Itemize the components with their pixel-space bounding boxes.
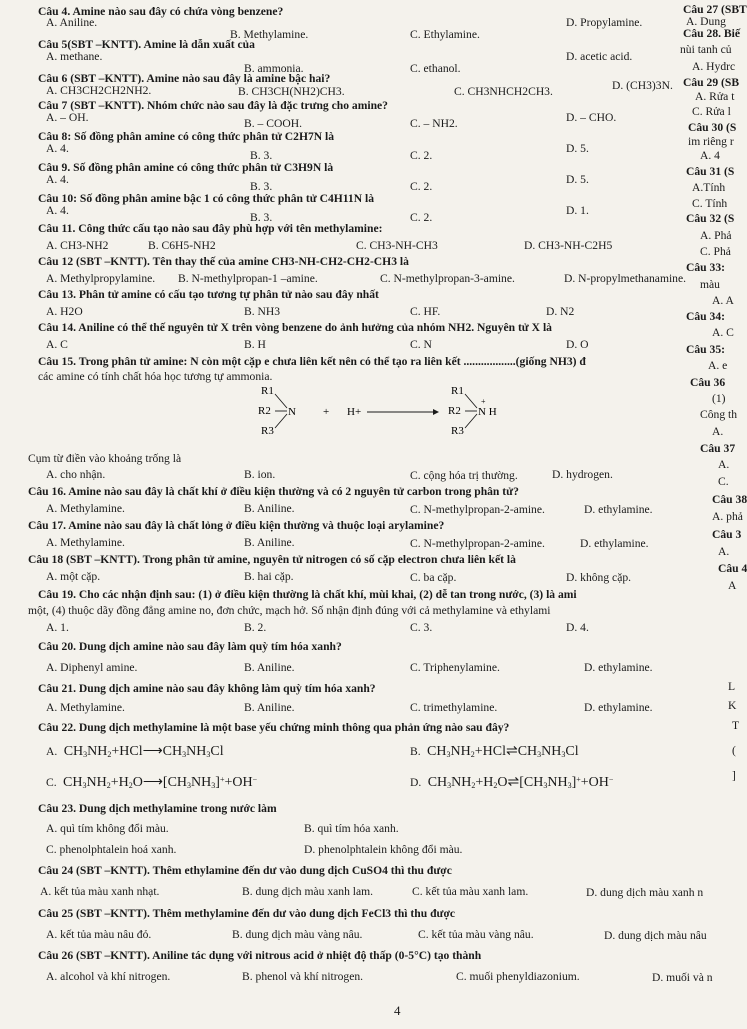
q21-option-a: A. Methylamine.	[46, 701, 125, 714]
rc-29: A.	[718, 458, 730, 471]
q4-option-a: A. Aniline.	[46, 16, 98, 29]
q15-option-a: A. cho nhận.	[46, 468, 106, 481]
q26-option-d: D. muối và n	[652, 971, 713, 984]
q17-option-b: B. Aniline.	[244, 536, 295, 549]
q18-stem: Câu 18 (SBT –KNTT). Trong phân tử amine, nguyên tử nitrogen có số cặp electron chưa liên kết là	[28, 553, 516, 566]
rc-27: A.	[712, 425, 724, 438]
equation-a: $CH_3NH_2+HCl⟶CH_3NH_3Cl$	[60, 744, 224, 759]
q12-option-a: A. Methylpropylamine.	[46, 272, 156, 285]
q16-option-c: C. N-methylpropan-2-amine.	[410, 503, 545, 516]
q25-option-a: A. kết tủa màu nâu đỏ.	[46, 928, 152, 941]
q22-option-a-letter: A.	[46, 745, 58, 758]
q19-stem-2: một, (4) thuộc dãy đồng đẳng amine no, đơn chức, mạch hở. Số nhận định đúng với cả methylamine và ethylami	[28, 604, 551, 617]
q21-option-b: B. Aniline.	[244, 701, 295, 714]
q12-option-d: D. N-propylmethanamine.	[564, 272, 687, 285]
q22-option-c	[46, 776, 257, 790]
q24-stem: Câu 24 (SBT –KNTT). Thêm ethylamine đến dư vào dung dịch CuSO4 thì thu được	[38, 864, 452, 877]
q13-option-d: D. N2	[546, 305, 575, 318]
proton: H+	[347, 406, 362, 418]
q12-stem: Câu 12 (SBT –KNTT). Tên thay thế của amine CH3-NH-CH2-CH2-CH3 là	[38, 255, 409, 268]
q22-option-d	[410, 776, 613, 790]
rc-33: Câu 3	[712, 528, 742, 541]
product-charge: +	[481, 397, 486, 406]
q20-option-c: C. Triphenylamine.	[410, 661, 500, 674]
q14-option-d: D. O	[566, 338, 589, 351]
q19-stem: Câu 19. Cho các nhận định sau: (1) ở điều kiện thường là chất khí, mùi khai, (2) dễ tan trong nước, (3) là ami	[38, 588, 577, 601]
q25-option-c: C. kết tủa màu vàng nâu.	[418, 928, 534, 941]
rc-3: nùi tanh củ	[680, 43, 732, 56]
q10-option-d: D. 1.	[566, 204, 589, 217]
q21-stem: Câu 21. Dung dịch amine nào sau đây không làm quỳ tím hóa xanh?	[38, 682, 376, 695]
q23-option-c: C. phenolphtalein hoá xanh.	[46, 843, 177, 856]
rc-13: C. Tính	[692, 197, 728, 210]
rc-20: Câu 34:	[686, 310, 725, 323]
amine-protonation-diagram	[255, 382, 515, 450]
rc-16: C. Phả	[700, 245, 731, 258]
q26-stem: Câu 26 (SBT –KNTT). Aniline tác dụng với nitrous acid ở nhiệt độ thấp (0-5°C) tạo thành	[38, 949, 482, 962]
q9-option-d: D. 5.	[566, 173, 589, 186]
q16-option-d: D. ethylamine.	[584, 503, 653, 516]
q16-stem: Câu 16. Amine nào sau đây là chất khí ở điều kiện thường và có 2 nguyên tử carbon trong phân tử?	[28, 485, 519, 498]
q9-option-b: B. 3.	[250, 180, 273, 193]
q23-option-a: A. quì tím không đổi màu.	[46, 822, 169, 835]
rc-26: Công th	[700, 408, 738, 421]
rc-24: Câu 36	[690, 376, 726, 389]
q9-option-c: C. 2.	[410, 180, 433, 193]
q22-option-c-letter: C.	[46, 776, 57, 789]
q17-option-a: A. Methylamine.	[46, 536, 125, 549]
q5-stem: Câu 5(SBT –KNTT). Amine là dẫn xuất của	[38, 38, 255, 51]
rc-4: A. Hydrc	[692, 60, 736, 73]
q10-option-a: A. 4.	[46, 204, 69, 217]
rc-23: A. e	[708, 359, 728, 372]
q15-stem: Câu 15. Trong phân tử amine: N còn một cặp e chưa liên kết nên có thể tạo ra liên kết ..................(giống NH3) đ	[38, 355, 586, 368]
q22-option-b	[410, 745, 579, 759]
q18-option-c: C. ba cặp.	[410, 571, 457, 584]
q10-stem: Câu 10: Số đồng phân amine bậc 1 có công thức phân tử C4H11N là	[38, 192, 375, 205]
q4-stem: Câu 4. Amine nào sau đây có chứa vòng benzene?	[38, 5, 284, 18]
rc-39: T	[732, 719, 740, 732]
q5-option-c: C. ethanol.	[410, 62, 461, 75]
rc-38: K	[728, 699, 737, 712]
q18-option-b: B. hai cặp.	[244, 570, 294, 583]
equation-c: $CH_3NH_2+H_2O⟶[CH_3NH_3]^++OH^-$	[59, 775, 258, 790]
q7-option-d: D. – CHO.	[566, 111, 617, 124]
q26-option-a: A. alcohol và khí nitrogen.	[46, 970, 171, 983]
rc-35: Câu 4	[718, 562, 747, 575]
q15-fill-prompt: Cụm từ điền vào khoảng trống là	[28, 452, 182, 465]
q21-option-d: D. ethylamine.	[584, 701, 653, 714]
rc-6: A. Rửa t	[695, 90, 735, 103]
rc-7: C. Rửa l	[692, 105, 731, 118]
q7-option-a: A. – OH.	[46, 111, 89, 124]
q13-option-c: C. HF.	[410, 305, 441, 318]
product-r2: R2	[448, 405, 461, 417]
page-number: 4	[394, 1003, 401, 1018]
rc-2: Câu 28. Biế	[683, 27, 741, 40]
q4-option-b: B. Methylamine.	[230, 28, 309, 41]
q8-option-d: D. 5.	[566, 142, 589, 155]
reactant-r2: R2	[258, 405, 271, 417]
q23-stem: Câu 23. Dung dịch methylamine trong nước làm	[38, 802, 277, 815]
q6-option-d: D. (CH3)3N.	[612, 79, 673, 92]
q22-stem: Câu 22. Dung dịch methylamine là một base yếu chứng minh thông qua phản ứng nào sau đây?	[38, 721, 510, 734]
rc-32: A. phả	[712, 510, 743, 523]
rc-10: A. 4	[700, 149, 720, 162]
q26-option-c: C. muối phenyldiazonium.	[456, 970, 580, 983]
q8-option-b: B. 3.	[250, 149, 273, 162]
rc-41: ]	[732, 769, 736, 782]
q4-option-d: D. Propylamine.	[566, 16, 643, 29]
q24-option-a: A. kết tủa màu xanh nhạt.	[40, 885, 160, 898]
q8-option-a: A. 4.	[46, 142, 69, 155]
q16-option-b: B. Aniline.	[244, 502, 295, 515]
q25-stem: Câu 25 (SBT –KNTT). Thêm methylamine đến dư vào dung dịch FeCl3 thì thu được	[38, 907, 456, 920]
rc-40: (	[732, 744, 736, 757]
q20-stem: Câu 20. Dung dịch amine nào sau đây làm quỳ tím hóa xanh?	[38, 640, 342, 653]
q21-option-c: C. trimethylamine.	[410, 701, 498, 714]
q4-option-c: C. Ethylamine.	[410, 28, 480, 41]
q5-option-a: A. methane.	[46, 50, 103, 63]
rc-17: Câu 33:	[686, 261, 725, 274]
product-nh: N H	[478, 406, 497, 418]
reaction-plus: +	[323, 406, 330, 418]
rc-11: Câu 31 (S	[686, 165, 735, 178]
q19-option-b: B. 2.	[244, 621, 267, 634]
q8-stem: Câu 8: Số đồng phân amine có công thức phân tử C2H7N là	[38, 130, 335, 143]
q7-option-b: B. – COOH.	[244, 117, 302, 130]
reactant-r1: R1	[261, 385, 274, 397]
q7-option-c: C. – NH2.	[410, 117, 458, 130]
q11-option-b: B. C6H5-NH2	[148, 239, 216, 252]
reactant-r3: R3	[261, 425, 274, 437]
q6-option-b: B. CH3CH(NH2)CH3.	[238, 85, 345, 98]
rc-1: A. Dung	[686, 15, 726, 28]
q15-option-b: B. ion.	[244, 468, 276, 481]
q7-stem: Câu 7 (SBT –KNTT). Nhóm chức nào sau đây là đặc trưng cho amine?	[38, 99, 388, 112]
product-r3: R3	[451, 425, 464, 437]
q14-stem: Câu 14. Aniline có thể thế nguyên tử X trên vòng benzene do ảnh hưởng của nhóm NH2. Nguyên tử X là	[38, 321, 552, 334]
q18-option-d: D. không cặp.	[566, 571, 632, 584]
q11-stem: Câu 11. Công thức cấu tạo nào sau đây phù hợp với tên methylamine:	[38, 222, 383, 235]
q17-stem: Câu 17. Amine nào sau đây là chất lỏng ở điều kiện thường và thuộc loại arylamine?	[28, 519, 445, 532]
q5-option-b: B. ammonia.	[244, 62, 304, 75]
rc-9: im riêng r	[688, 135, 734, 148]
q17-option-d: D. ethylamine.	[580, 537, 649, 550]
q22-option-a	[46, 745, 224, 759]
equation-b: $CH_3NH_2+HCl\rightleftharpoons CH_3NH_3Cl$	[423, 744, 579, 759]
q20-option-b: B. Aniline.	[244, 661, 295, 674]
rc-25: (1)	[712, 392, 726, 405]
q6-option-a: A. CH3CH2CH2NH2.	[46, 84, 152, 97]
q9-stem: Câu 9. Số đồng phân amine có công thức phân tử C3H9N là	[38, 161, 334, 174]
q24-option-d: D. dung dịch màu xanh n	[586, 886, 704, 899]
q10-option-b: B. 3.	[250, 211, 273, 224]
reactant-n: N	[288, 406, 296, 418]
q6-stem: Câu 6 (SBT –KNTT). Amine nào sau đây là amine bậc hai?	[38, 72, 331, 85]
rc-15: A. Phả	[700, 229, 732, 242]
rc-5: Câu 29 (SB	[683, 76, 740, 89]
q24-option-c: C. kết tủa màu xanh lam.	[412, 885, 529, 898]
q19-option-d: D. 4.	[566, 621, 589, 634]
q19-option-c: C. 3.	[410, 621, 433, 634]
q12-option-b: B. N-methylpropan-1 –amine.	[178, 272, 318, 285]
q13-option-b: B. NH3	[244, 305, 281, 318]
q19-option-a: A. 1.	[46, 621, 69, 634]
q14-option-b: B. H	[244, 338, 266, 351]
rc-14: Câu 32 (S	[686, 212, 735, 225]
q25-option-b: B. dung dịch màu vàng nâu.	[232, 928, 363, 941]
q23-option-d: D. phenolphtalein không đổi màu.	[304, 843, 463, 856]
q22-option-d-letter: D.	[410, 776, 422, 789]
q9-option-a: A. 4.	[46, 173, 69, 186]
rc-30: C.	[718, 475, 729, 488]
product-r1: R1	[451, 385, 464, 397]
q15-option-c: C. cộng hóa trị thường.	[410, 469, 518, 482]
rc-0: Câu 27 (SBT	[683, 3, 747, 16]
equation-d: $CH_3NH_2+H_2O\rightleftharpoons[CH_3NH_3]^++OH^-$	[424, 775, 614, 790]
q16-option-a: A. Methylamine.	[46, 502, 125, 515]
q5-option-d: D. acetic acid.	[566, 50, 633, 63]
q13-stem: Câu 13. Phân tử amine có cấu tạo tương tự phân tử nào sau đây nhất	[38, 288, 379, 301]
rc-36: A	[728, 579, 737, 592]
rc-22: Câu 35:	[686, 343, 725, 356]
q25-option-d: D. dung dịch màu nâu	[604, 929, 707, 942]
q23-option-b: B. quì tím hóa xanh.	[304, 822, 399, 835]
q12-option-c: C. N-methylpropan-3-amine.	[380, 272, 515, 285]
rc-18: màu	[700, 278, 720, 291]
q10-option-c: C. 2.	[410, 211, 433, 224]
q24-option-b: B. dung dịch màu xanh lam.	[242, 885, 374, 898]
rc-37: L	[728, 680, 736, 693]
rc-19: A. A	[712, 294, 734, 307]
q18-option-a: A. một cặp.	[46, 570, 101, 583]
q14-option-a: A. C	[46, 338, 68, 351]
q8-option-c: C. 2.	[410, 149, 433, 162]
rc-21: A. C	[712, 326, 734, 339]
rc-28: Câu 37	[700, 442, 736, 455]
q11-option-c: C. CH3-NH-CH3	[356, 239, 438, 252]
q14-option-c: C. N	[410, 338, 432, 351]
rc-31: Câu 38	[712, 493, 747, 506]
q6-option-c: C. CH3NHCH2CH3.	[454, 85, 553, 98]
q20-option-a: A. Diphenyl amine.	[46, 661, 138, 674]
rc-8: Câu 30 (S	[688, 121, 737, 134]
q20-option-d: D. ethylamine.	[584, 661, 653, 674]
q13-option-a: A. H2O	[46, 305, 83, 318]
q11-option-a: A. CH3-NH2	[46, 239, 109, 252]
q11-option-d: D. CH3-NH-C2H5	[524, 239, 613, 252]
q15-stem-2: các amine có tính chất hóa học tương tự ammonia.	[38, 370, 273, 383]
q22-option-b-letter: B.	[410, 745, 421, 758]
q15-option-d: D. hydrogen.	[552, 468, 613, 481]
q26-option-b: B. phenol và khí nitrogen.	[242, 970, 364, 983]
rc-34: A.	[718, 545, 730, 558]
rc-12: A.Tính	[692, 181, 726, 194]
q17-option-c: C. N-methylpropan-2-amine.	[410, 537, 545, 550]
